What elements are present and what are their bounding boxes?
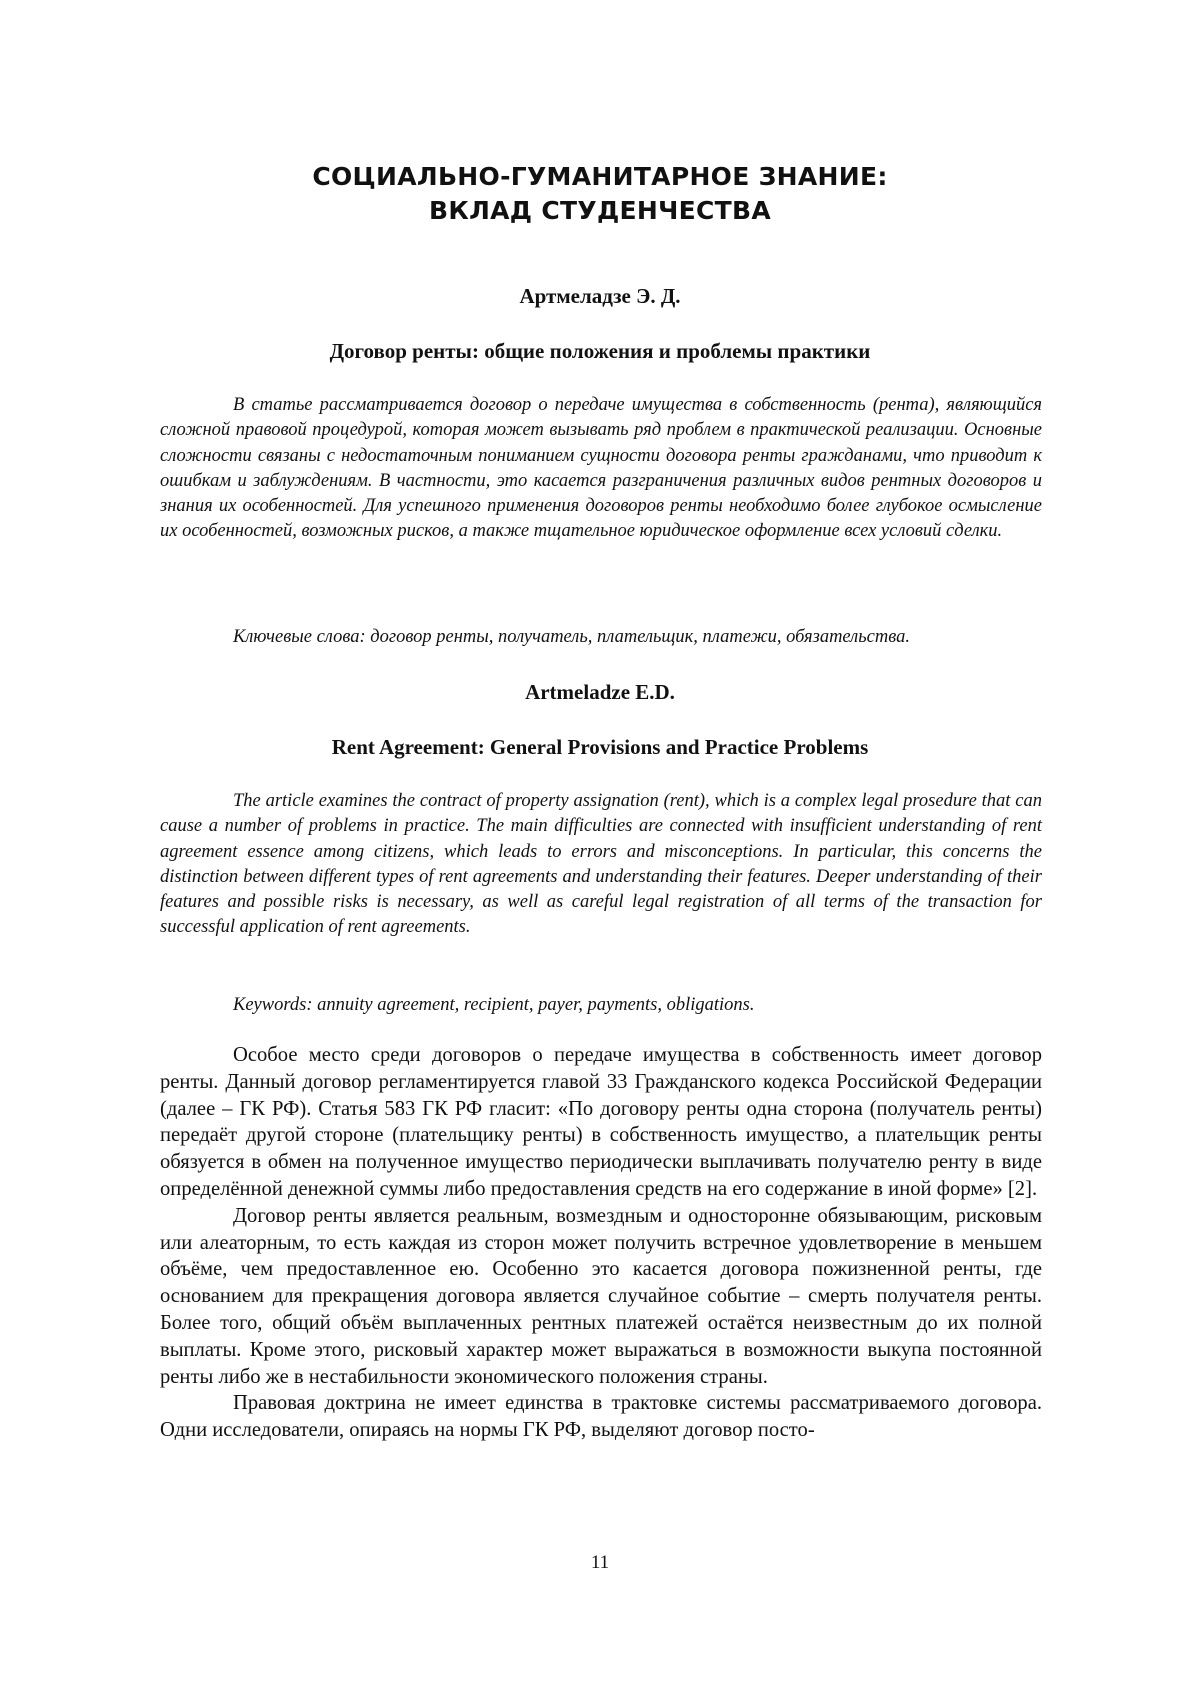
article-title-ru: Договор ренты: общие положения и проблемы практики	[329, 339, 871, 363]
author-ru: Артмеладзе Э. Д.	[519, 284, 681, 308]
page-number: 11	[590, 1552, 610, 1573]
abstract-en: The article examines the contract of property assignation (rent), which is a complex legal prosedure that can cause a number of problems in practice. The main difficulties are connected with insufficient understanding of rent agreement essence among citizens, which leads to errors and misconceptions. In particular, this concerns the distinction between different types of rent agreements and understanding their features. Deeper understanding of their features and possible risks is necessary, as well as careful legal registration of all terms of the transaction for successful application of rent agreements.	[160, 791, 1042, 938]
body-paragraph-2: Договор ренты является реальным, возмездным и односторонне обязывающим, рисковым или алеаторным, то есть каждая из сторон может получить встречное удовлетворение в меньшем объёме, чем предоставленное ею. Особенно это касается договора пожизненной ренты, где основанием для прекращения договора является случайное событие – смерть получателя ренты. Более того, общий объём выплаченных рентных платежей остаётся неизвестным до их полной выплаты. Кроме этого, рисковый характер может выражаться в возможности выкупа постоянной ренты либо же в нестабильности экономического положения страны.	[160, 1204, 1042, 1388]
body-paragraph-3: Правовая доктрина не имеет единства в трактовке системы рассматриваемого договора. Одни исследователи, опираясь на нормы ГК РФ, выделяют договор посто-	[160, 1392, 1042, 1442]
article-title-en: Rent Agreement: General Provisions and Practice Problems	[331, 735, 869, 759]
abstract-ru: В статье рассматривается договор о передаче имущества в собственность (рента), являющийся сложной правовой процедурой, которая может вызывать ряд проблем в практической реализации. Основные сложности связаны с недостаточным пониманием сущности договора ренты гражданами, что приводит к ошибкам и заблуждениям. В частности, это касается разграничения различных видов рентных договоров и знания их особенностей. Для успешного применения договоров ренты необходимо более глубокое осмысление их особенностей, возможных рисков, а также тщательное юридическое оформление всех условий сделки.	[160, 395, 1042, 542]
body-text	[160, 1042, 1042, 1444]
section-title-line-2: ВКЛАД СТУДЕНЧЕСТВА	[429, 196, 771, 225]
section-title-line-1: СОЦИАЛЬНО-ГУМАНИТАРНОЕ ЗНАНИЕ:	[312, 162, 888, 191]
body-paragraph-1: Особое место среди договоров о передаче имущества в собственность имеет договор ренты. Данный договор регламентируется главой 33 Гражданского кодекса Российской Федерации (далее – ГК РФ). Статья 583 ГК РФ гласит: «По договору ренты одна сторона (получатель ренты) передаёт другой стороне (плательщику ренты) в собственность имущество, а плательщик ренты обязуется в обмен на полученное имущество периодически выплачивать получателю ренту в виде определённой денежной суммы либо предоставления средств на его содержание в иной форме» [2].	[160, 1044, 1042, 1200]
keywords-ru: Ключевые слова: договор ренты, получатель, плательщик, платежи, обязательства.	[233, 627, 911, 647]
author-en: Artmeladze E.D.	[525, 680, 675, 704]
section-title	[160, 160, 1040, 228]
keywords-en: Keywords: annuity agreement, recipient, payer, payments, obligations.	[233, 995, 755, 1015]
